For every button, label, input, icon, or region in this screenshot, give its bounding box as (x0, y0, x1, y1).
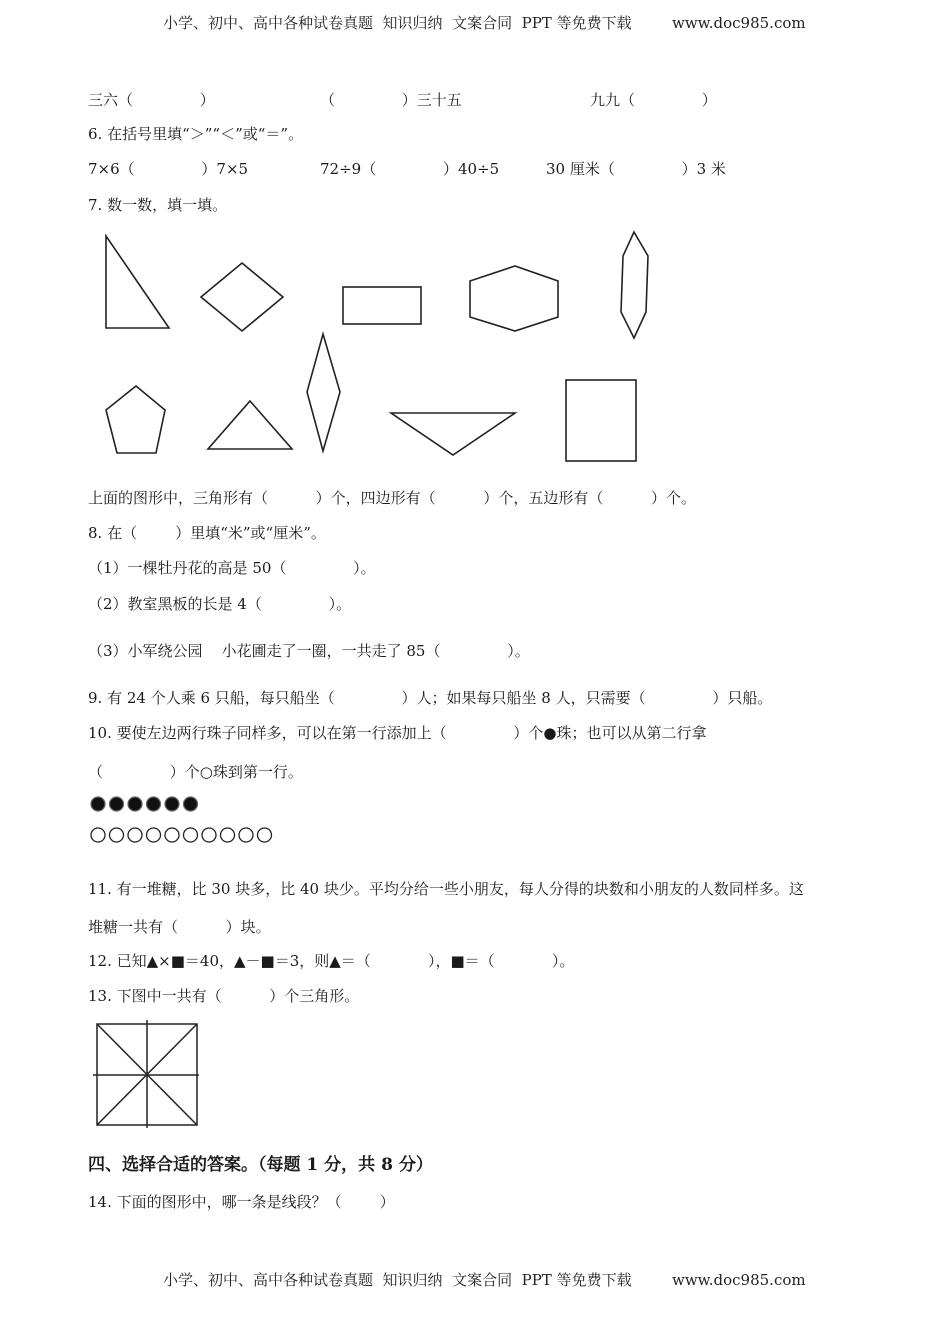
q5-item-a: 三六（ ） (88, 91, 215, 109)
q6-item-c: 30 厘米（ ）3 米 (546, 160, 726, 178)
q5-item-c: 九九（ ） (590, 91, 717, 109)
footer-url[interactable]: www.doc985.com (672, 1271, 806, 1289)
footer-text: 小学、初中、高中各种试卷真题 知识归纳 文案合同 PPT 等免费下载 (163, 1271, 632, 1289)
q8-part-2: （2）教室黑板的长是 4（ ）。 (88, 595, 352, 613)
q7-answer-line: 上面的图形中，三角形有（ ）个，四边形有（ ）个，五边形有（ ）个。 (88, 489, 697, 507)
q6-item-b: 72÷9（ ）40÷5 (320, 160, 500, 178)
q6-item-a: 7×6（ ）7×5 (88, 160, 249, 178)
q10-line-2: （ ）个○珠到第一行。 (88, 763, 303, 781)
q9-text: 9. 有 24 个人乘 6 只船，每只船坐（ ）人；如果每只船坐 8 人，只需要（ ）只船。 (88, 689, 773, 707)
q11-line-2: 堆糖一共有（ ）块。 (88, 918, 271, 936)
q11-line-1: 11. 有一堆糖，比 30 块多，比 40 块少。平均分给一些小朋友，每人分得的块数和小朋友的人数同样多。这 (88, 880, 804, 898)
q13-text: 13. 下图中一共有（ ）个三角形。 (88, 987, 360, 1005)
q8-part-3: （3）小军绕公园 小花圃走了一圈，一共走了 85（ ）。 (88, 642, 530, 660)
q6-title: 6. 在括号里填“＞”“＜”或“＝”。 (88, 125, 304, 143)
header-text: 小学、初中、高中各种试卷真题 知识归纳 文案合同 PPT 等免费下载 (163, 14, 632, 32)
q10-line-1: 10. 要使左边两行珠子同样多，可以在第一行添加上（ ）个●珠；也可以从第二行拿 (88, 724, 707, 742)
q8-title: 8. 在（ ）里填“米”或“厘米”。 (88, 524, 326, 542)
q8-part-1: （1）一棵牡丹花的高是 50（ ）。 (88, 559, 376, 577)
q14-text: 14. 下面的图形中，哪一条是线段？（ ） (88, 1193, 395, 1211)
q7-title: 7. 数一数，填一填。 (88, 196, 228, 214)
q12-text: 12. 已知▲×■＝40，▲－■＝3，则▲＝（ ），■＝（ ）。 (88, 952, 575, 970)
header-url[interactable]: www.doc985.com (672, 14, 806, 32)
section-4-heading: 四、选择合适的答案。（每题 1 分，共 8 分） (88, 1155, 433, 1175)
q5-item-b: （ ）三十五 (320, 91, 462, 109)
